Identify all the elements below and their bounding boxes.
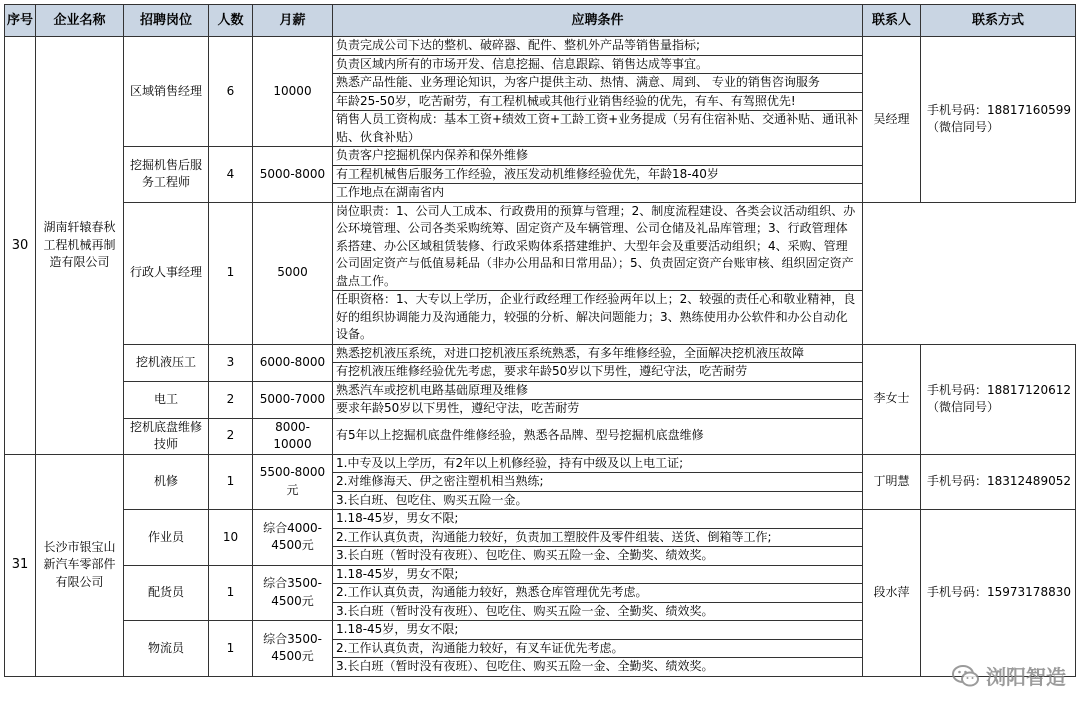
job-title: 挖机底盘维修技师 (124, 418, 209, 454)
job-title: 区域销售经理 (124, 37, 209, 147)
requirement: 岗位职责：1、公司人工成本、行政费用的预算与管理；2、制度流程建设、各类会议活动组织、办公环境管理、公司各类采购统筹、固定资产及车辆管理、公司仓储及礼品库管理；3、行政管理体系搭建、办公区域租赁装修、行政采购体系搭建维护、大型年会及重要活动组织；4、采购、管理公司固定资产与低值易耗品（非办公用品和日常用品）；5、负责固定资产台账审核、组织固定资产盘点工作。 (333, 202, 863, 291)
requirement: 2.工作认真负责，沟通能力较好，负责加工塑胶件及零件组装、送货、倒箱等工作; (333, 528, 863, 547)
table-row (5, 454, 1076, 473)
header-company: 企业名称 (36, 5, 124, 37)
job-salary: 5500-8000元 (253, 454, 333, 510)
requirement: 任职资格：1、大专以上学历，企业行政经理工作经验两年以上；2、较强的责任心和敬业精神，良好的组织协调能力及沟通能力，较强的分析、解决问题能力；3、熟练使用办公软件和办公自动化设备。 (333, 291, 863, 345)
job-count: 10 (209, 510, 253, 566)
header-position: 招聘岗位 (124, 5, 209, 37)
contact-person: 丁明慧 (863, 454, 921, 510)
job-count: 2 (209, 418, 253, 454)
requirement: 2.工作认真负责，沟通能力较好，有叉车证优先考虑。 (333, 639, 863, 658)
requirement: 年龄25-50岁，吃苦耐劳，有工程机械或其他行业销售经验的优先，有车、有驾照优先! (333, 92, 863, 111)
contact-phone: 手机号码：18817120612（微信同号） (921, 344, 1076, 454)
job-count: 1 (209, 202, 253, 344)
requirement: 要求年龄50岁以下男性，遵纪守法，吃苦耐劳 (333, 400, 863, 419)
contact-person: 段水萍 (863, 510, 921, 677)
company-no: 31 (5, 454, 36, 676)
watermark-text: 浏阳智造 (986, 665, 1066, 689)
header-count: 人数 (209, 5, 253, 37)
job-title: 挖掘机售后服务工程师 (124, 147, 209, 203)
requirement: 1.18-45岁，男女不限; (333, 510, 863, 529)
requirement: 工作地点在湖南省内 (333, 184, 863, 203)
requirement: 有挖机液压维修经验优先考虑，要求年龄50岁以下男性，遵纪守法，吃苦耐劳 (333, 363, 863, 382)
header-row (5, 5, 1076, 37)
job-title: 配货员 (124, 565, 209, 621)
job-title: 电工 (124, 381, 209, 418)
job-count: 1 (209, 621, 253, 677)
requirement: 有工程机械售后服务工作经验，液压发动机维修经验优先，年龄18-40岁 (333, 165, 863, 184)
table-row (5, 510, 1076, 529)
job-title: 作业员 (124, 510, 209, 566)
job-title: 机修 (124, 454, 209, 510)
job-salary: 5000-8000 (253, 147, 333, 203)
job-count: 2 (209, 381, 253, 418)
table-row (5, 344, 1076, 363)
requirement: 3.长白班（暂时没有夜班）、包吃住、购买五险一金、全勤奖、绩效奖。 (333, 602, 863, 621)
contact-person: 吴经理 (863, 37, 921, 203)
contact-phone: 手机号码：18312489052 (921, 454, 1076, 510)
job-salary: 5000 (253, 202, 333, 344)
requirement: 销售人员工资构成：基本工资+绩效工资+工龄工资+业务提成（另有住宿补贴、交通补贴、通讯补贴、伙食补贴） (333, 111, 863, 147)
company-name: 湖南轩辕春秋工程机械再制造有限公司 (36, 37, 124, 455)
requirement: 负责客户挖掘机保内保养和保外维修 (333, 147, 863, 166)
header-no: 序号 (5, 5, 36, 37)
header-contact-method: 联系方式 (921, 5, 1076, 37)
job-count: 1 (209, 454, 253, 510)
job-count: 4 (209, 147, 253, 203)
job-salary: 综合3500-4500元 (253, 565, 333, 621)
job-title: 行政人事经理 (124, 202, 209, 344)
company-no: 30 (5, 37, 36, 455)
contact-phone: 手机号码：18817160599（微信同号） (921, 37, 1076, 203)
header-requirements: 应聘条件 (333, 5, 863, 37)
job-table (4, 4, 1076, 677)
header-contact-person: 联系人 (863, 5, 921, 37)
job-salary: 10000 (253, 37, 333, 147)
job-count: 1 (209, 565, 253, 621)
requirement: 熟悉汽车或挖机电路基础原理及维修 (333, 381, 863, 400)
requirement: 有5年以上挖掘机底盘件维修经验，熟悉各品牌、型号挖掘机底盘维修 (333, 418, 863, 454)
table-row (5, 37, 1076, 56)
requirement: 1.18-45岁，男女不限; (333, 565, 863, 584)
watermark (952, 661, 1066, 690)
job-salary: 综合3500-4500元 (253, 621, 333, 677)
contact-person: 李女士 (863, 344, 921, 454)
requirement: 3.长白班（暂时没有夜班）、包吃住、购买五险一金、全勤奖、绩效奖。 (333, 547, 863, 566)
requirement: 1.中专及以上学历，有2年以上机修经验，持有中级及以上电工证; (333, 454, 863, 473)
requirement: 负责完成公司下达的整机、破碎器、配件、整机外产品等销售量指标; (333, 37, 863, 56)
requirement: 3.长白班、包吃住、购买五险一金。 (333, 491, 863, 510)
requirement: 2.工作认真负责，沟通能力较好，熟悉仓库管理优先考虑。 (333, 584, 863, 603)
job-salary: 5000-7000 (253, 381, 333, 418)
job-salary: 6000-8000 (253, 344, 333, 381)
company-name: 长沙市银宝山新汽车零部件有限公司 (36, 454, 124, 676)
job-salary: 8000-10000 (253, 418, 333, 454)
table-row (5, 202, 1076, 291)
requirement: 1.18-45岁，男女不限; (333, 621, 863, 640)
job-title: 物流员 (124, 621, 209, 677)
wechat-icon (952, 664, 980, 688)
job-count: 6 (209, 37, 253, 147)
job-count: 3 (209, 344, 253, 381)
requirement: 负责区域内所有的市场开发、信息挖掘、信息跟踪、销售达成等事宜。 (333, 55, 863, 74)
requirement: 熟悉挖机液压系统，对进口挖机液压系统熟悉，有多年维修经验，全面解决挖机液压故障 (333, 344, 863, 363)
requirement: 熟悉产品性能、业务理论知识，为客户提供主动、热情、满意、周到、 专业的销售咨询服务 (333, 74, 863, 93)
job-salary: 综合4000-4500元 (253, 510, 333, 566)
requirement: 2.对维修海天、伊之密注塑机相当熟练; (333, 473, 863, 492)
job-title: 挖机液压工 (124, 344, 209, 381)
requirement: 3.长白班（暂时没有夜班）、包吃住、购买五险一金、全勤奖、绩效奖。 (333, 658, 863, 677)
contact-phone: 手机号码：15973178830 (921, 510, 1076, 677)
header-salary: 月薪 (253, 5, 333, 37)
